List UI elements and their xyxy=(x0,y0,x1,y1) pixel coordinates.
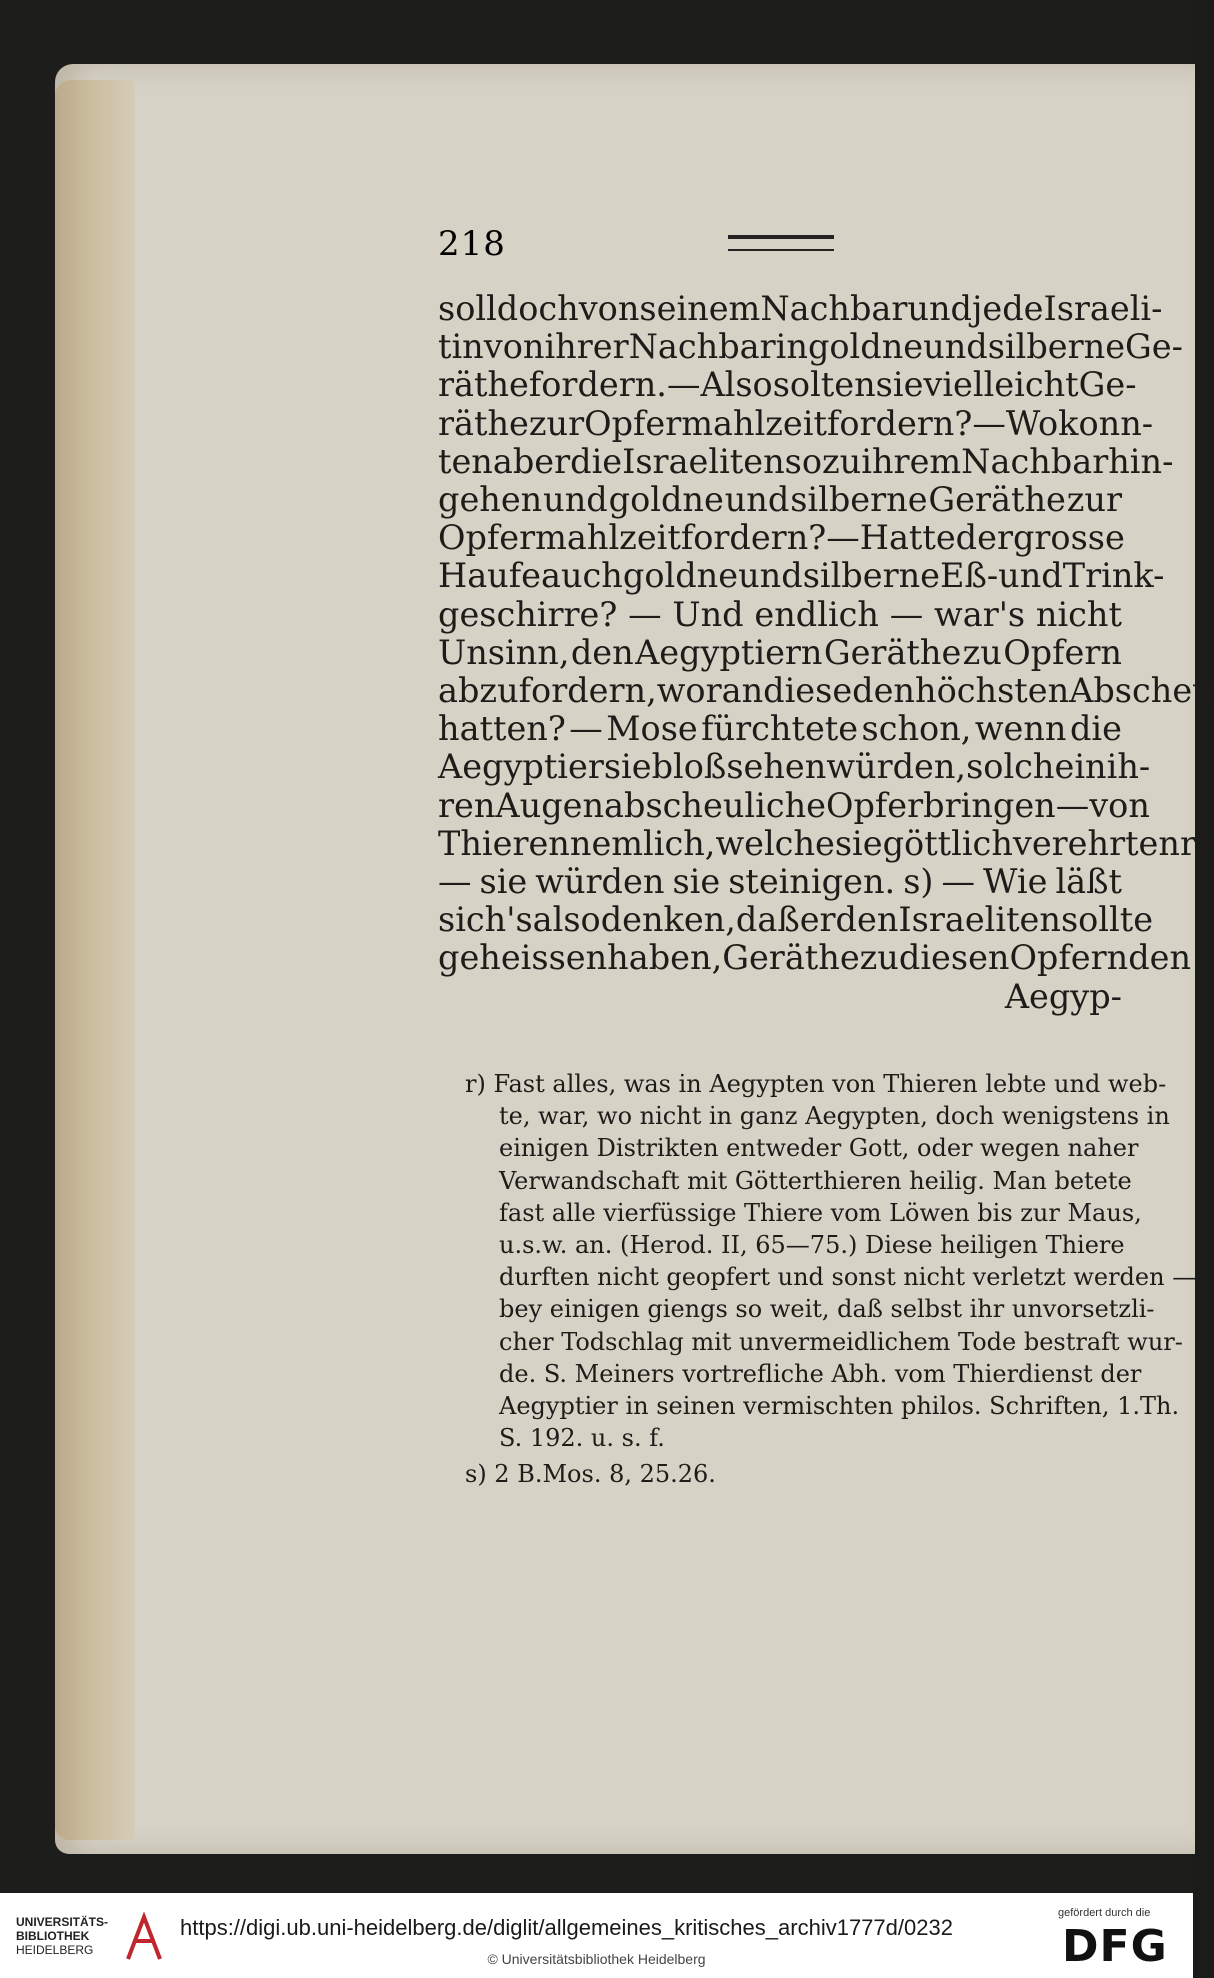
footnote-line: fast alle vierfüssige Thiere vom Löwen bis zur Maus, xyxy=(499,1198,1142,1227)
footnote-line: de. S. Meiners vortrefliche Abh. vom Thierdienst der xyxy=(499,1359,1142,1388)
footnote-line: Verwandschaft mit Götterthieren heilig. Man betete xyxy=(499,1166,1132,1195)
copyright-notice: © Universitätsbibliothek Heidelberg xyxy=(487,1951,706,1967)
page-number: 218 xyxy=(438,224,506,264)
body-line: tin von ihrer Nachbarin goldne und silberne Ge- xyxy=(438,327,1183,367)
library-name-line1: UNIVERSITÄTS- xyxy=(16,1915,109,1929)
body-line: räthe fordern. — Also solten sie vielleicht Ge- xyxy=(438,365,1137,405)
body-line: Thieren nemlich, welche sie göttlich verehrten r) xyxy=(438,823,1210,863)
footnote-s: s) 2 B.Mos. 8, 25.26. xyxy=(465,1460,716,1489)
body-text xyxy=(438,289,1214,1016)
body-line: Unsinn, den Aegyptiern Geräthe zu Opfern xyxy=(438,632,1122,672)
catchword: Aegyp- xyxy=(1004,976,1122,1016)
funder-label: gefördert durch die xyxy=(1058,1907,1151,1919)
body-line: hatten? — Mose fürchtete schon, wenn die xyxy=(438,709,1122,749)
body-line: ren Augen abscheuliche Opfer bringen — von xyxy=(438,785,1150,825)
viewer-footer xyxy=(0,1893,1193,1978)
footnote-line: Aegyptier in seinen vermischten philos. Schriften, 1.Th. xyxy=(499,1392,1180,1421)
body-line: — sie würden sie steinigen. s) — Wie läßt xyxy=(438,862,1122,902)
page-edge xyxy=(55,80,135,1840)
body-line: räthe zur Opfermahlzeit fordern? — Wo konn- xyxy=(438,403,1154,443)
footnotes xyxy=(465,1068,1197,1491)
library-name-line2: BIBLIOTHEK xyxy=(16,1929,90,1943)
body-line: abzufordern, woran diese den höchsten Abscheu xyxy=(438,671,1214,711)
body-line: geheissen haben, Geräthe zu diesen Opfern den xyxy=(438,938,1192,978)
library-name-line3: HEIDELBERG xyxy=(16,1943,94,1957)
body-line: ten aber die Israeliten so zu ihrem Nachbar hin- xyxy=(438,441,1174,481)
body-line: geschirre? — Und endlich — war's nicht xyxy=(438,594,1122,634)
footnote-line: S. 192. u. s. f. xyxy=(499,1424,665,1453)
footnote-line: cher Todschlag mit unvermeidlichem Tode bestraft wur- xyxy=(499,1327,1183,1356)
page-url-link[interactable]: https://digi.ub.uni-heidelberg.de/diglit/allgemeines_kritisches_archiv1777d/0232 xyxy=(180,1915,953,1940)
dfg-logo[interactable]: DFG xyxy=(1062,1921,1168,1972)
footnote-line: u.s.w. an. (Herod. II, 65—75.) Diese heiligen Thiere xyxy=(499,1231,1125,1260)
header-rule xyxy=(728,235,834,251)
body-line: sich's also denken, daß er den Israeliten sollte xyxy=(438,900,1154,940)
footnote-line: te, war, wo nicht in ganz Aegypten, doch wenigstens in xyxy=(499,1102,1170,1131)
body-line: Aegyptier sie bloß sehen würden, solche in ih- xyxy=(438,747,1151,787)
body-line: gehen und goldne und silberne Geräthe zur xyxy=(438,480,1122,520)
footnote-line: bey einigen giengs so weit, daß selbst ihr unvorsetzli- xyxy=(499,1295,1155,1324)
footnote-line: r) Fast alles, was in Aegypten von Thieren lebte und web- xyxy=(465,1070,1167,1098)
footnote-r xyxy=(465,1068,1197,1454)
page-header xyxy=(438,222,838,272)
body-line: soll doch von seinem Nachbar und jede Israeli- xyxy=(438,289,1163,328)
footnote-line: durften nicht geopfert und sonst nicht verletzt werden — xyxy=(499,1263,1197,1292)
body-line: Opfermahlzeit fordern? — Hatte der grosse xyxy=(438,518,1125,558)
body-line: Haufe auch goldne und silberne Eß- und Trink- xyxy=(438,556,1165,596)
footnote-line: einigen Distrikten entweder Gott, oder wegen naher xyxy=(499,1134,1139,1163)
